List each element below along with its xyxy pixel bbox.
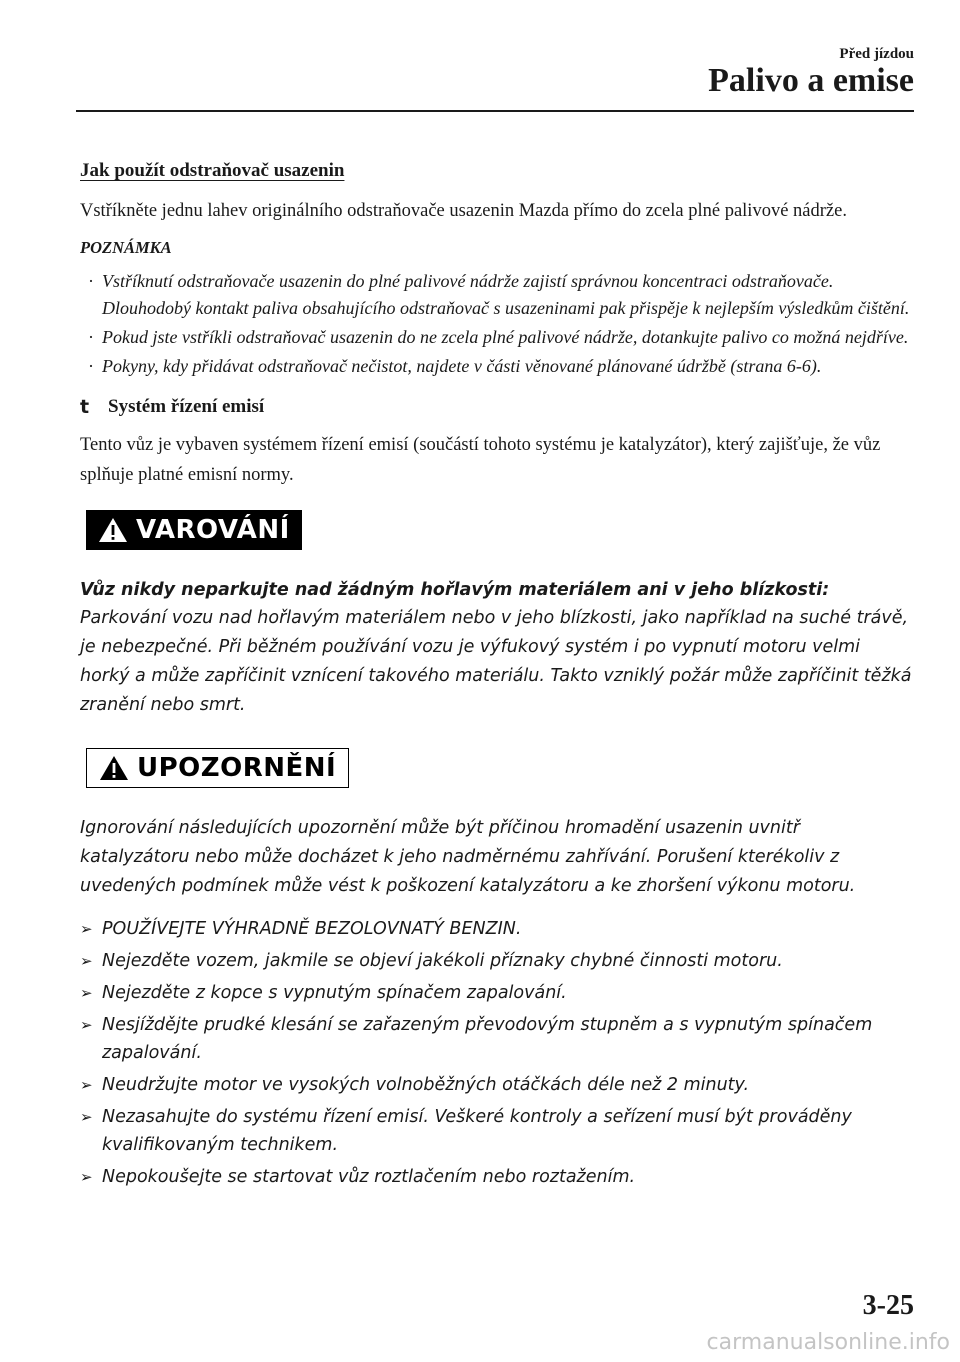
arrow-bullet-icon: ➢ [80, 1168, 93, 1186]
emission-text: Tento vůz je vybaven systémem řízení emisí (součástí tohoto systému je katalyzátor), který zajišťuje, že vůz splňuje platné emisní normy. [80, 435, 881, 485]
arrow-bullet-icon: ➢ [80, 1016, 93, 1034]
note-item [80, 268, 914, 322]
note-item [80, 353, 914, 380]
warning-label: VAROVÁNÍ [136, 515, 290, 545]
arrow-bullet-icon: ➢ [80, 1076, 93, 1094]
caution-item [80, 1103, 914, 1159]
caution-label: UPOZORNĚNÍ [137, 753, 337, 783]
emission-heading [80, 396, 914, 418]
note-item-text: Pokyny, kdy přidávat odstraňovač nečistot, najdete v části věnované plánované údržbě (strana 6-6). [102, 356, 822, 376]
caution-item-text: Nejezděte vozem, jakmile se objeví jakékoli příznaky chybné činnosti motoru. [102, 951, 783, 971]
warning-triangle-icon [98, 517, 128, 543]
caution-item [80, 1011, 914, 1067]
emission-heading-text: Systém řízení emisí [108, 396, 265, 417]
note-bullet: · [88, 271, 94, 291]
page-number: 3-25 [862, 1290, 914, 1321]
note-item-text: Vstříknutí odstraňovače usazenin do plné palivové nádrže zajistí správnou koncentraci odstraňovače. Dlouhodobý kontakt paliva obsahujícího odstraňovač s usazeninami pak přispěje k nejlepším výsledkům čištění. [102, 271, 910, 318]
arrow-bullet-icon: ➢ [80, 952, 93, 970]
header-section: Před jízdou [839, 46, 914, 62]
arrow-bullet-icon: ➢ [80, 920, 93, 938]
watermark-text: carmanualsonline.info [706, 1330, 950, 1355]
note-bullet: · [88, 356, 94, 376]
arrow-bullet-icon: ➢ [80, 1108, 93, 1126]
caution-item-text: Nepokoušejte se startovat vůz roztlačením nebo roztažením. [102, 1167, 636, 1187]
note-list [80, 268, 914, 380]
caution-text: Ignorování následujících upozornění může být příčinou hromadění usazenin uvnitř katalyzátoru nebo může docházet k jeho nadměrnému zahřívání. Porušení kterékoliv z uvedených podmínek může vést k poškození katalyzátoru a ke zhoršení výkonu motoru. [80, 818, 856, 896]
caution-item-text: Nezasahujte do systému řízení emisí. Veškeré kontroly a seřízení musí být prováděny kvalifikovaným technikem. [102, 1107, 852, 1155]
warning-text: Parkování vozu nad hořlavým materiálem nebo v jeho blízkosti, jako například na suché trávě, je nebezpečné. Při běžném používání vozu je výfukový systém i po vypnutí motoru velmi horký a může zapříčinit vznícení takového materiálu. Takto vzniklý požár může zapříčinit těžká zranění nebo smrt. [80, 608, 912, 715]
warning-bold-text: Vůz nikdy neparkujte nad žádným hořlavým materiálem ani v jeho blízkosti: [80, 580, 830, 600]
caution-item [80, 1071, 914, 1099]
caution-item [80, 947, 914, 975]
caution-badge [86, 748, 349, 788]
warning-badge [86, 510, 302, 550]
main-content [80, 160, 914, 1195]
caution-item-text: Nesjíždějte prudké klesání se zařazeným převodovým stupněm a s vypnutým spínačem zapalování. [102, 1015, 873, 1063]
caution-item [80, 1163, 914, 1191]
caution-item [80, 979, 914, 1007]
caution-list [80, 915, 914, 1191]
caution-item-text: POUŽÍVEJTE VÝHRADNĚ BEZOLOVNATÝ BENZIN. [102, 919, 522, 939]
section-marker: t [80, 396, 90, 418]
caution-item-text: Nejezděte z kopce s vypnutým spínačem zapalování. [102, 983, 567, 1003]
caution-item-text: Neudržujte motor ve vysokých volnoběžných otáčkách déle než 2 minuty. [102, 1075, 750, 1095]
note-bullet: · [88, 327, 94, 347]
note-item-text: Pokud jste vstříkli odstraňovač usazenin do ne zcela plné palivové nádrže, dotankujte palivo co možná nejdříve. [102, 327, 909, 347]
note-item [80, 324, 914, 351]
header-rule [76, 110, 914, 112]
note-title: POZNÁMKA [80, 238, 172, 257]
caution-triangle-icon [99, 755, 129, 781]
arrow-bullet-icon: ➢ [80, 984, 93, 1002]
jak-heading: Jak použít odstraňovač usazenin [80, 160, 345, 181]
caution-item [80, 915, 914, 943]
page-title: Palivo a emise [708, 62, 914, 99]
jak-text: Vstříkněte jednu lahev originálního odstraňovače usazenin Mazda přímo do zcela plné palivové nádrže. [80, 201, 847, 221]
